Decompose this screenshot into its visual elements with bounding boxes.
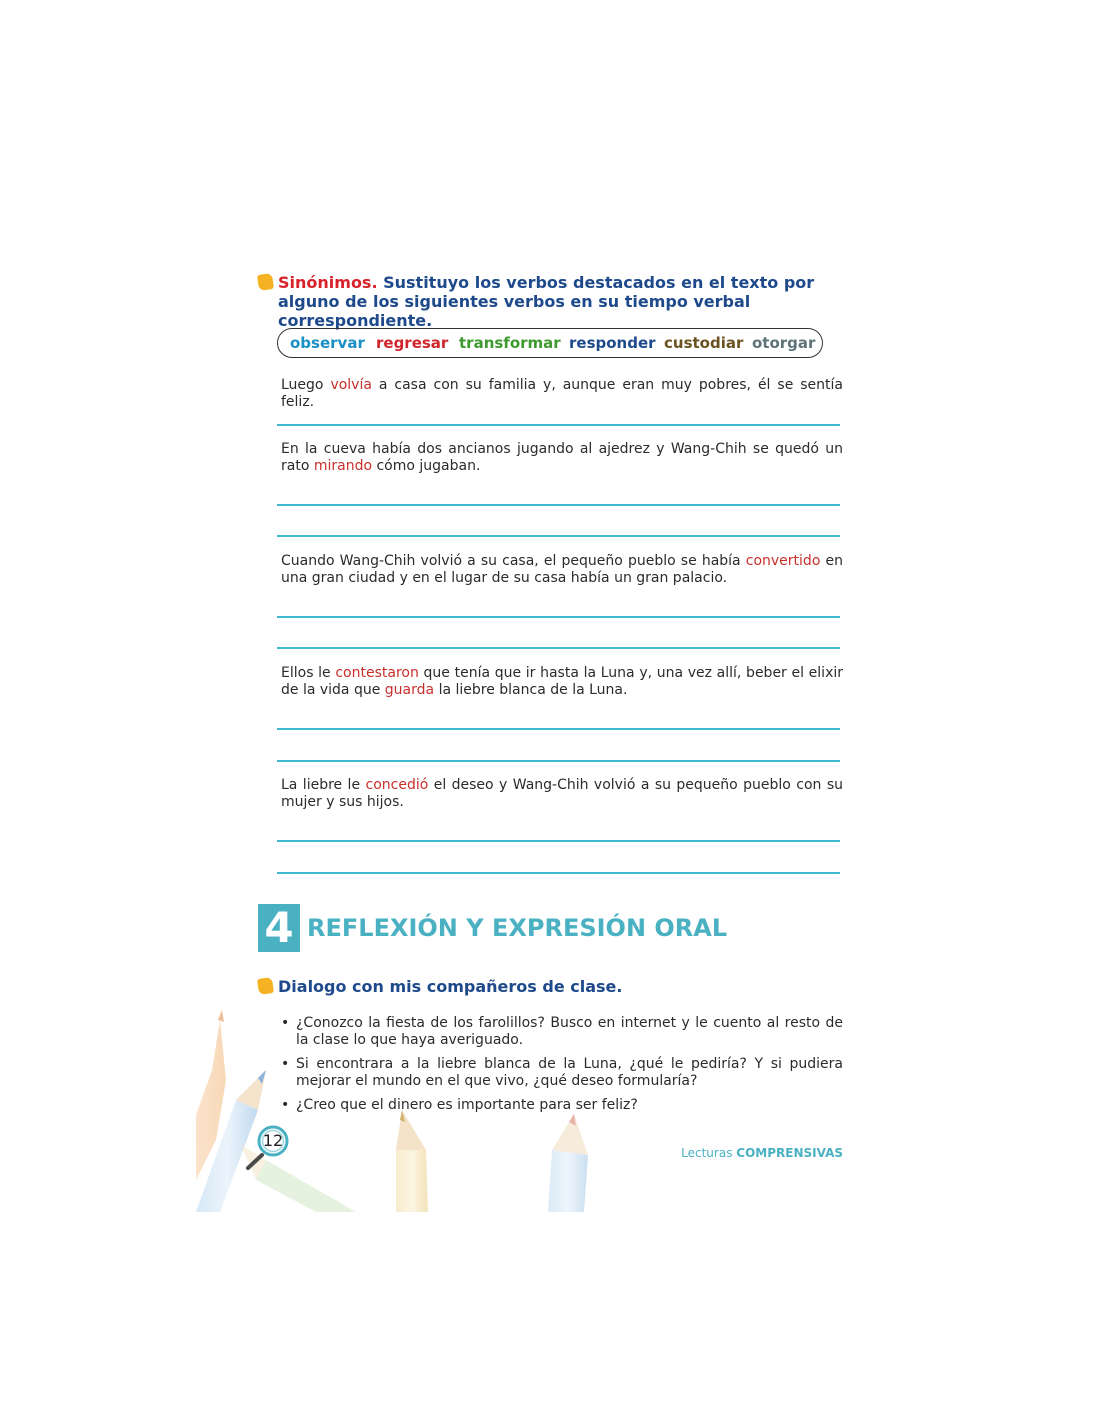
verb-option: otorgar (752, 334, 816, 352)
answer-line[interactable] (277, 535, 840, 537)
sentence-1 (281, 377, 843, 411)
highlighted-verb: volvía (330, 377, 372, 393)
sentence-2 (281, 441, 843, 475)
verb-option: observar (290, 334, 365, 352)
sentence-text: cómo jugaban. (372, 458, 481, 474)
dialog-item (281, 1056, 843, 1090)
sentence-4 (281, 665, 843, 699)
blue-pencil-right (548, 1114, 588, 1212)
answer-line[interactable] (277, 872, 840, 874)
sentence-text: Ellos le (281, 665, 336, 681)
dialog-item-text: ¿Conozco la fiesta de los farolillos? Busco en internet y le cuento al resto de la clase lo que haya averiguado. (296, 1015, 843, 1048)
sentence-text: Luego (281, 377, 331, 393)
answer-line[interactable] (277, 760, 840, 762)
section-number: 4 (258, 904, 300, 952)
exercise-text: Sustituyo los verbos destacados en el texto por alguno de los siguientes verbos en su tiempo verbal correspondiente. (278, 273, 815, 330)
highlighted-verb: concedió (365, 777, 429, 793)
exercise-bullet-icon (257, 273, 274, 291)
sentence-text: La liebre le (281, 777, 366, 793)
page-number: 12 (262, 1131, 284, 1150)
dialog-item (281, 1097, 843, 1114)
dialog-item-text: Si encontrara a la liebre blanca de la Luna, ¿qué le pediría? Y si pudiera mejorar el mundo en el que vivo, ¿qué deseo formularía? (296, 1056, 843, 1089)
verb-option: responder (569, 334, 656, 352)
verb-option: regresar (376, 334, 449, 352)
dialog-item-text: ¿Creo que el dinero es importante para ser feliz? (296, 1097, 638, 1113)
highlighted-verb: guarda (384, 682, 435, 698)
yellow-pencil (396, 1110, 428, 1212)
sentence-text: la liebre blanca de la Luna. (434, 682, 628, 698)
section-title: REFLEXIÓN Y EXPRESIÓN ORAL (307, 914, 728, 942)
sentence-text: en una gran ciudad y en el lugar de su casa había un gran palacio. (281, 553, 844, 586)
sentence-text: a casa con su familia y, aunque eran muy pobres, él se sentía feliz. (281, 377, 843, 410)
footer-bold: COMPRENSIVAS (736, 1146, 843, 1160)
answer-line[interactable] (277, 504, 840, 506)
answer-line[interactable] (277, 647, 840, 649)
sentence-text: En la cueva había dos ancianos jugando al ajedrez y Wang-Chih se quedó un rato (281, 441, 843, 474)
answer-line[interactable] (277, 424, 840, 426)
verb-options-box (277, 328, 823, 358)
highlighted-verb: contestaron (335, 665, 419, 681)
sentence-text: Cuando Wang-Chih volvió a su casa, el pequeño pueblo se había (281, 553, 746, 569)
dialog-bullet-icon (257, 977, 274, 995)
bullet-dot: • (281, 1097, 290, 1113)
bullet-dot: • (281, 1056, 290, 1072)
answer-line[interactable] (277, 728, 840, 730)
exercise-label: Sinónimos. (278, 273, 378, 292)
sentence-5 (281, 777, 843, 811)
dialog-item (281, 1015, 843, 1049)
sentence-3 (281, 553, 843, 587)
answer-line[interactable] (277, 840, 840, 842)
exercise-instruction (278, 273, 844, 330)
footer-light: Lecturas (681, 1146, 737, 1160)
highlighted-verb: mirando (313, 458, 373, 474)
book-footer (600, 1145, 843, 1161)
bullet-dot: • (281, 1015, 290, 1031)
sentence-text: que tenía que ir hasta la Luna y, una vez allí, beber el elixir de la vida que (281, 665, 844, 698)
dialog-instruction: Dialogo con mis compañeros de clase. (278, 977, 623, 996)
highlighted-verb: convertido (745, 553, 821, 569)
sentence-text: el deseo y Wang-Chih volvió a su pequeño pueblo con su mujer y sus hijos. (281, 777, 843, 810)
verb-option: custodiar (664, 334, 744, 352)
answer-line[interactable] (277, 616, 840, 618)
verb-option: transformar (459, 334, 561, 352)
